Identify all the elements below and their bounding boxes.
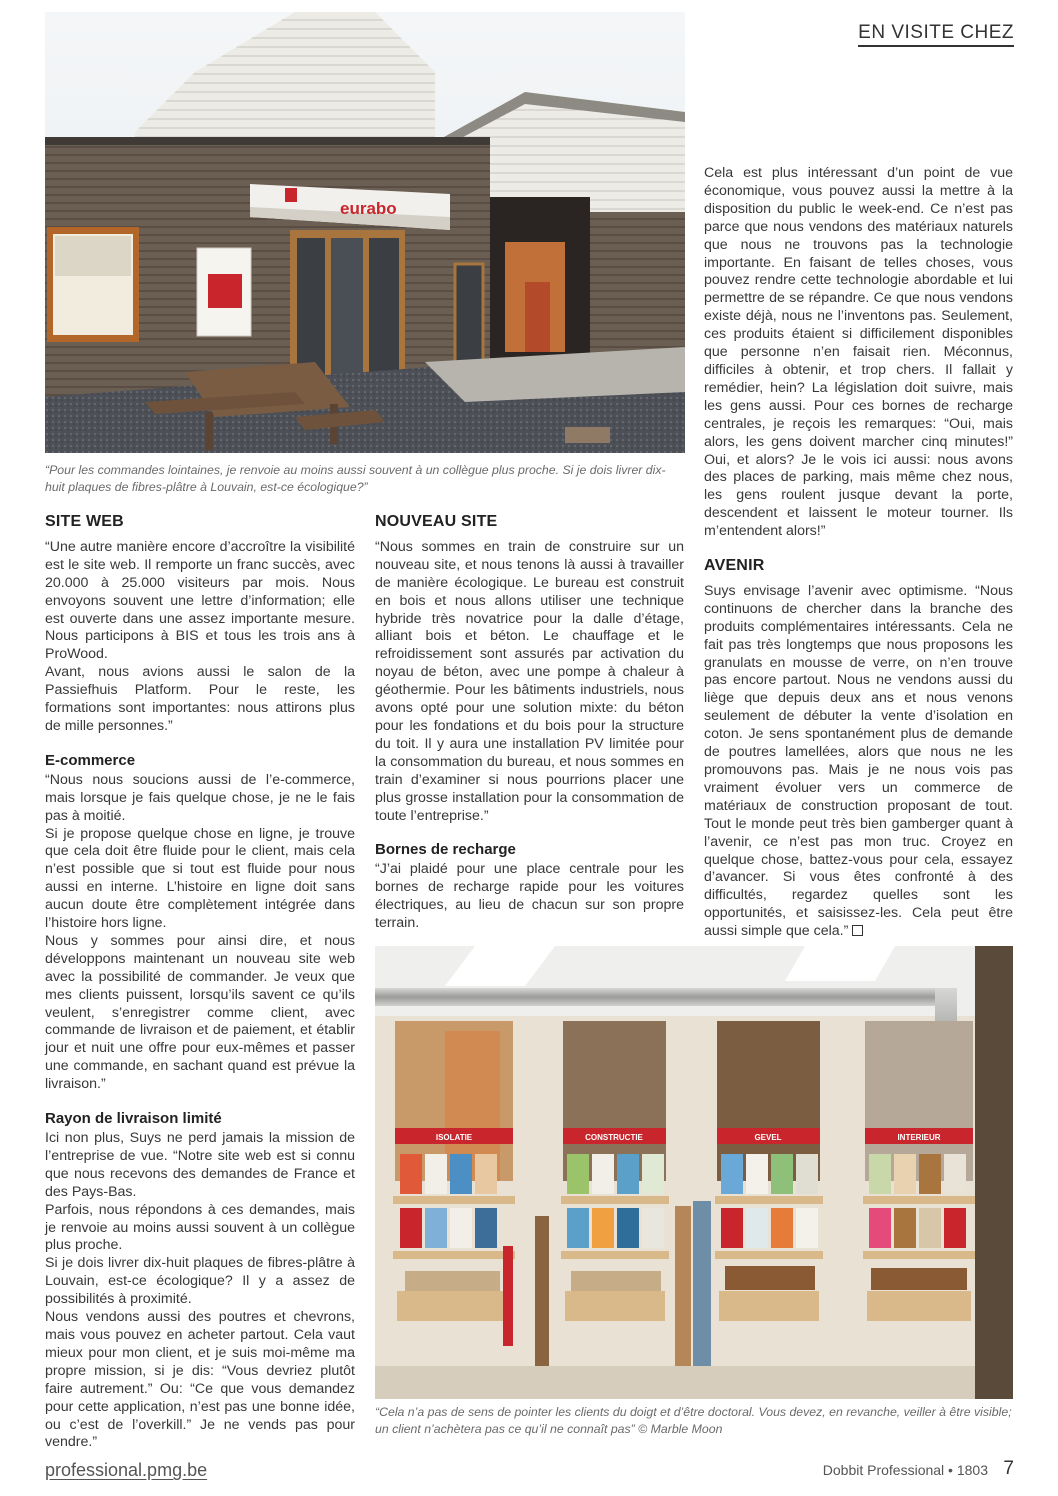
label-gevel: GEVEL [754, 1133, 782, 1142]
heading-bornes: Bornes de recharge [375, 841, 516, 859]
paragraph: Cela est plus intéressant d’un point de vue économique, vous pouvez aussi la mettre à la disposition du public le week-end. Ce n’est pas parce que nous vendons des matériaux naturels que nous ne trouvons pas la technologie importante. En faisant de telles choses, vous pouvez rendre cette technologie abordable et lui permettre de se répandre. Ce que nous vendons existe déjà, nous ne l’inventons pas. Seulement, ces produits étaient si difficilement disponibles que personne n’en faisait rien. Méconnus, difficiles à obtenir, et trop chers. Il fallait y remédier, hein? La législation doit suivre, mais les gens aussi. Pour ces bornes de recharge centrales, je reçois les remarques: “Oui, mais alors, les gens doivent marcher cinq minutes!” Oui, et alors? Je le vois ici aussi: nous avons des places de parking, mais même chez nous, les gens roulent jusque devant la porte, descendent et laissent le moteur tourner. Ils m’entendent alors!” [704, 165, 1013, 540]
showroom-photo [375, 946, 1013, 1399]
heading-site-web: SITE WEB [45, 513, 124, 530]
heading-nouveau-site: NOUVEAU SITE [375, 513, 498, 530]
paragraph: “Nous nous soucions aussi de l’e-commerce, mais lorsque je fais quelque chose, je ne le fais pas à moitié. [45, 771, 355, 824]
bottom-photo-caption: “Cela n’a pas de sens de pointer les clients du doigt et d’être doctoral. Vous devez, en revanche, veiller à être visible; un client n’achètera pas ce qu’il ne connaît pas” © Marble Moon [375, 1405, 1012, 1436]
label-constructie: CONSTRUCTIE [585, 1133, 643, 1142]
paragraph: Si je propose quelque chose en ligne, je trouve que cela doit être fluide pour le client, mais cela n’est possible que si tout est fluide pour nous aussi en interne. L’histoire en ligne doit sans aucun doute être complètement intégrée dans l’histoire hors ligne. [45, 825, 355, 932]
paragraph: Nous vendons aussi des poutres et chevrons, mais vous pouvez en acheter partout. Cela vaut mieux pour mon client, et je suis moi-même ma propre mission, si je dis: “Vous devriez plutôt faire autrement.” Ou: “Ce que vous demandez pour cette application, n’est pas une bonne idée, ou c’est de l’overkill.” Je ne vends pas pour vendre.” [45, 1309, 355, 1451]
page-number: 7 [1003, 1458, 1014, 1479]
label-interieur: INTERIEUR [897, 1133, 941, 1142]
end-mark-icon [852, 925, 863, 936]
column-1 [45, 513, 355, 1452]
top-photo-caption: “Pour les commandes lointaines, je renvoie au moins aussi souvent à un collègue plus proche. Si je dois livrer dix-huit plaques de fibres-plâtre à Louvain, est-ce écologique?” [45, 463, 666, 494]
section-tag: EN VISITE CHEZ [858, 22, 1014, 47]
heading-ecommerce: E-commerce [45, 751, 136, 769]
paragraph [704, 583, 1013, 941]
label-isolatie: ISOLATIE [435, 1133, 473, 1142]
paragraph: Parfois, nous répondons à ces demandes, mais je renvoie au moins aussi souvent à un collègue plus proche. [45, 1201, 355, 1254]
paragraph: “Nous sommes en train de construire sur un nouveau site, et nous tenons là aussi à travailler de manière écologique. Le bureau est construit en bois et nous allons utiliser une technique hybride très novatrice pour la dalle d’étage, alliant bois et béton. Le chauffage et le refroidissement sont assurés par activation du noyau de béton, avec une pompe à chaleur à géothermie. Pour les bâtiments industriels, nous avons opté pour une solution mixte: du béton pour les fondations et du bois pour la structure du toit. Il y aura une installation PV limitée pour la consommation du bureau, et nous sommes en train d’examiner si nous pourrions placer une plus grosse installation pour la consommation de toute l’entreprise.” [375, 538, 684, 824]
paragraph: Nous y sommes pour ainsi dire, et nous développons maintenant un nouveau site web avec la possibilité de commander. Je veux que mes clients puissent, lorsqu’ils savent ce qu’ils veulent, s’enregistrer comme client, avec commande de livraison et de paiement, et établir jour et nuit une offre pour eux-mêmes et passer une commande, en sachant quand est prévue la livraison.” [45, 932, 355, 1093]
heading-avenir: AVENIR [704, 557, 765, 575]
column-3 [704, 165, 1013, 941]
website-link[interactable]: professional.pmg.be [45, 1460, 208, 1480]
storefront-photo [45, 12, 685, 453]
heading-rayon: Rayon de livraison limité [45, 1110, 222, 1128]
paragraph: “Une autre manière encore d’accroître la visibilité est le site web. Il remporte un franc succès, avec 20.000 à 25.000 visiteurs par mois. Nous envoyons souvent une lettre d’information; elle est ouverte dans une assez importante mesure. Nous participons à BIS et tous les trois ans à ProWood. [45, 538, 355, 663]
paragraph: Avant, nous avions aussi le salon de la Passiefhuis Platform. Pour le reste, les formations sont importantes: nous attirons plus de mille personnes.” [45, 664, 355, 734]
publication-info: Dobbit Professional • 1803 [822, 1462, 988, 1478]
paragraph: Si je dois livrer dix-huit plaques de fibres-plâtre à Louvain, est-ce écologique? Il y a assez de possibilités à proximité. [45, 1255, 355, 1308]
paragraph-text: Suys envisage l’avenir avec optimisme. “Nous continuons de chercher dans la branche des produits complémentaires intéressants. Cela ne fait pas très longtemps que nous proposons les granulats en mousse de verre, on n’en trouve pas encore partout. Nous ne vendons aussi du liège que depuis deux ans et nous venons seulement de débuter la vente d’isolation en coton. Je sens spontanément plus de demande de poutres lamellées, alors que nous ne les promouvons pas. Mais je ne nous vois pas vraiment évoluer vers un commerce de matériaux de construction proposant de tout. Tout le monde peut très bien gamberger quant à l’avenir, ce n’est pas mon truc. Croyez en quelque chose, battez-vous pour cela, essayez d’avancer. Si vous êtes confronté à des difficultés, regardez quelles sont les opportunités, et saisissez-les. Cela peut être aussi simple que cela.” [704, 582, 1013, 940]
column-2 [375, 513, 684, 933]
paragraph: “J’ai plaidé pour une place centrale pour les bornes de recharge rapide pour les voitures électriques, au lieu de chacun sur son propre terrain. [375, 861, 684, 932]
paragraph: Ici non plus, Suys ne perd jamais la mission de l’entreprise de vue. “Notre site web est si connu que nous recevons des demandes de France et des Pays-Bas. [45, 1130, 355, 1200]
sign-text: eurabo [340, 199, 397, 218]
